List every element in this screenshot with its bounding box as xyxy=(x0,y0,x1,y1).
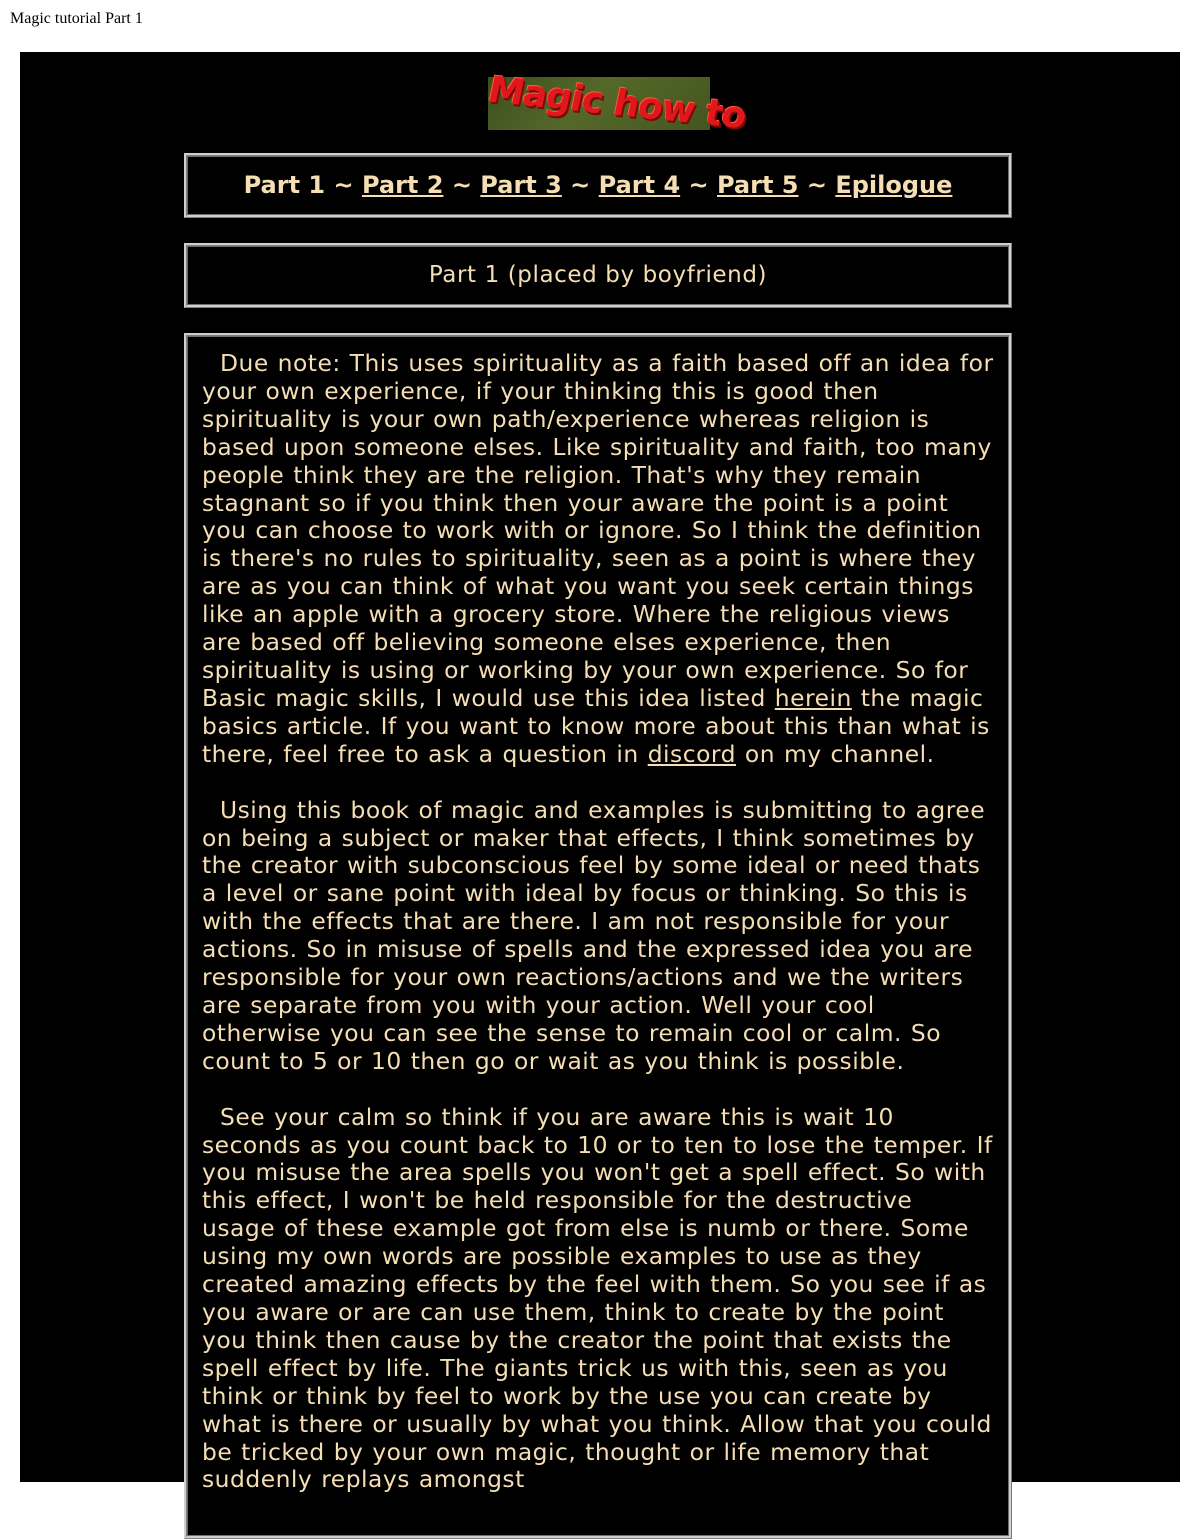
document-title: Magic tutorial Part 1 xyxy=(10,10,143,27)
nav-link-epilogue[interactable]: Epilogue xyxy=(835,171,953,199)
paragraph-1-text-c: on my channel. xyxy=(744,739,935,768)
nav-separator: ~ xyxy=(451,171,472,199)
nav-link-part-2[interactable]: Part 2 xyxy=(361,171,444,199)
page-body xyxy=(20,52,1180,1494)
nav-current-part: Part 1 xyxy=(243,171,326,199)
article-content xyxy=(187,336,1009,1494)
nav-separator: ~ xyxy=(688,171,709,199)
nav-link-part-4[interactable]: Part 4 xyxy=(598,171,681,199)
content-box xyxy=(184,333,1012,1539)
paragraph-3: See your calm so think if you are aware this is wait 10 seconds as you count back to 10 or to ten to lose the temper. If you misuse the area spells you won't get a spell effect. So with this effect, I won't be held responsible for the destructive usage of these example got from else is numb or there. Some using my own words are possible examples to use as they created amazing effects by the feel with them. So you see if as you aware or are can use them, think to create by the point you think then cause by the creator the point that exists the spell effect by life. The giants trick us with this, seen as you think or think by feel to work by the use you can create by what is there or usually by what you think. Allow that you could be tricked by your own magic, thought or life memory that suddenly replays amongst xyxy=(202,1102,993,1494)
nav-box xyxy=(184,153,1012,218)
paragraph-1-text-b: the magic basics article. If you want to know more about this than what is there, feel free to ask a question in xyxy=(202,683,990,768)
nav-separator: ~ xyxy=(806,171,827,199)
nav-link-part-5[interactable]: Part 5 xyxy=(716,171,799,199)
herein-link[interactable]: herein xyxy=(774,683,852,712)
nav-link-part-3[interactable]: Part 3 xyxy=(480,171,562,199)
subtitle-box xyxy=(184,243,1012,308)
paragraph-1-text-a: Due note: This uses spirituality as a faith based off an idea for your own experience, if your thinking this is good then spirituality is your own path/experience whereas religion is based upon someone elses. Like spirituality and faith, too many people think they are the religion. That's why they remain stagnant so if you think then your aware the point is a point you can choose to work with or ignore. So I think the definition is there's no rules to spirituality, seen as a point is where they are as you can think of what you want you seek certain things like an apple with a grocery store. Where the religious views are based off believing someone elses experience, then spirituality is using or working by your own experience. So for Basic magic skills, I would use this idea listed xyxy=(202,349,994,712)
logo-text: Magic how to xyxy=(484,69,750,138)
nav-separator: ~ xyxy=(333,171,354,199)
paragraph-1 xyxy=(202,350,994,769)
page-subtitle: Part 1 (placed by boyfriend) xyxy=(428,262,768,288)
paragraph-2: Using this book of magic and examples is submitting to agree on being a subject or maker that effects, I think sometimes by the creator with subconscious feel by some ideal or need thats a level or sane point with ideal by focus or thinking. So this is with the effects that are there. I am not responsible for your actions. So in misuse of spells and the expressed idea you are responsible for your own reactions/actions and we the writers are separate from you with your action. Well your cool otherwise you can see the sense to remain cool or calm. So count to 5 or 10 then go or wait as you think is possible. xyxy=(202,795,986,1075)
logo xyxy=(484,69,750,138)
nav-separator: ~ xyxy=(570,171,591,199)
part-navigation xyxy=(187,156,1009,215)
discord-link[interactable]: discord xyxy=(647,739,736,768)
